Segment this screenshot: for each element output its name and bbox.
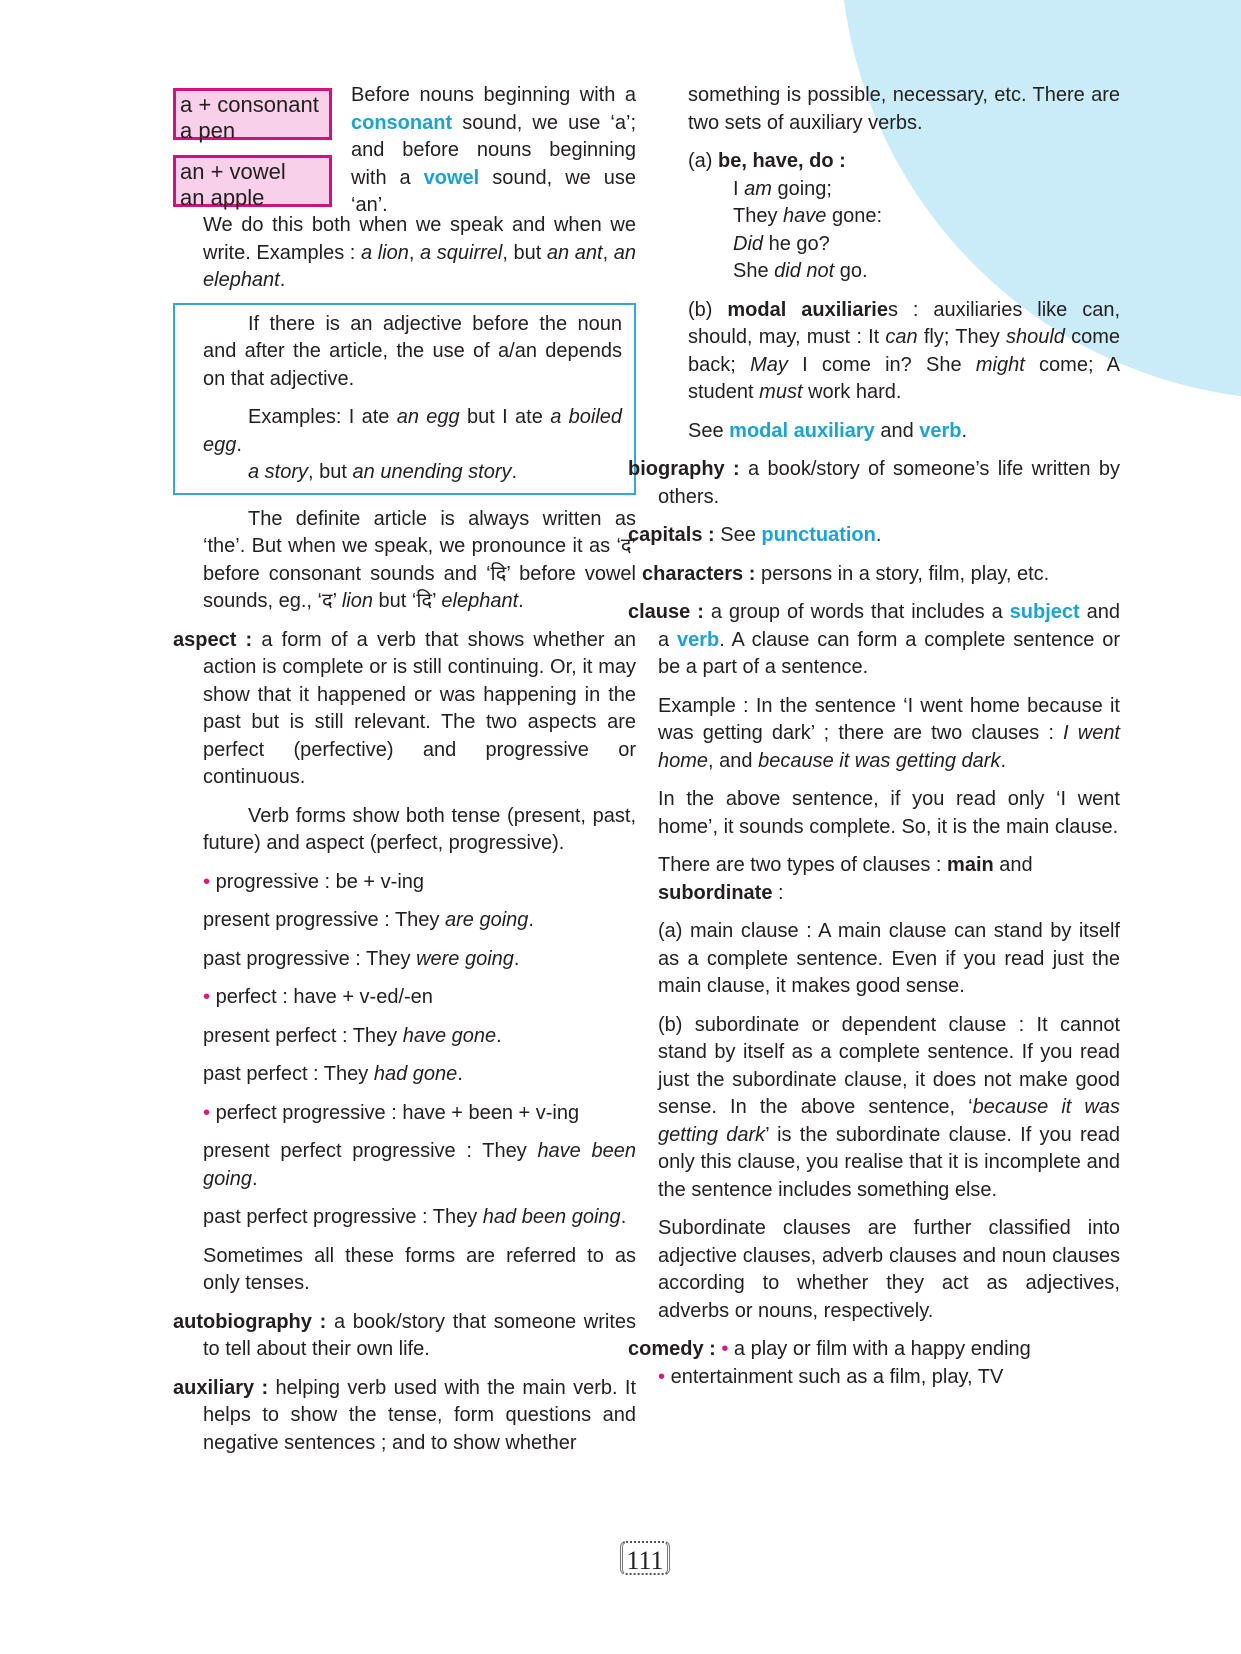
verb-link[interactable]: verb — [919, 419, 962, 442]
consonant-rule-box — [173, 88, 332, 143]
subordinate-classes: Subordinate clauses are further classified into adjective clauses, adverb clauses and noun clauses according to whether they act as adjectives, adverbs or nouns, respectively. — [658, 1217, 1120, 1322]
see-also: See modal auxiliary and verb. — [688, 419, 968, 442]
entry-term: characters : — [642, 562, 761, 585]
comedy-def-2: • entertainment such as a film, play, TV — [658, 1365, 1004, 1388]
entry-term: autobiography : — [173, 1310, 334, 1333]
punctuation-link[interactable]: punctuation — [761, 524, 876, 546]
aux-set-b: (b) modal auxiliaries : auxiliaries like can, should, may, must : It can fly; They should come back; May I come in? She might come; A student must work hard. — [688, 298, 1121, 403]
aspect-entry: aspect : a form of a verb that shows whether an action is complete or is still continuing. Or, it may show that it happened or was happening in the past but is still relevant. The two aspects are perfect (perfective) and progressive or continuous. — [173, 628, 636, 788]
entry-term: capitals : — [628, 524, 721, 546]
vowel-rule-box — [173, 155, 332, 210]
clause-entry: clause : a group of words that includes a subject and a verb. A clause can form a complete sentence or be a part of a sentence. — [628, 601, 1120, 678]
subordinate-clause-def: (b) subordinate or dependent clause : It cannot stand by itself as a complete sentence. If you read just the subordinate clause, it does not make good sense. In the above sentence, ‘because it was getting dark’ is the subordinate clause. If you read only this clause, you realise that it is incomplete and the sentence includes something else. — [658, 1013, 1121, 1201]
aux-set-a-examples — [658, 176, 1120, 286]
auxiliary-entry: auxiliary : helping verb used with the main verb. It helps to show the tense, form questions and negative sentences ; and to show whether — [173, 1376, 637, 1454]
clause-example: Example : In the sentence ‘I went home because it was getting dark’ ; there are two clauses : I went home, and because it was getting dark. — [658, 694, 1120, 772]
entry-term: auxiliary : — [173, 1376, 276, 1399]
right-column — [628, 82, 1121, 1391]
note-paragraph: If there is an adjective before the noun and after the article, the use of a/an depends on that adjective. — [203, 312, 622, 390]
box-line: a pen — [180, 118, 236, 143]
main-clause-note: In the above sentence, if you read only ‘I went home’, it sounds complete. So, it is the main clause. — [658, 788, 1120, 838]
clause-types: There are two types of clauses : main and subordinate : — [658, 854, 1033, 904]
comedy-entry: comedy : • a play or film with a happy ending — [628, 1338, 1031, 1360]
bullet-item: • perfect progressive : have + been + v-ing — [203, 1101, 580, 1124]
subject-link[interactable]: subject — [1009, 601, 1080, 623]
aux-example-line: Did he go? — [733, 232, 830, 255]
bullet-icon: • — [203, 870, 211, 893]
entry-term: comedy : — [628, 1338, 722, 1360]
aux-example-line: I am going; — [733, 177, 832, 200]
entry-term: clause : — [628, 601, 711, 623]
capitals-entry: capitals : See punctuation. — [628, 524, 882, 546]
main-clause-def: (a) main clause : A main clause can stand by itself as a complete sentence. Even if you read just the main clause, it makes good sense. — [658, 920, 1120, 997]
page-number: 111 — [620, 1541, 670, 1575]
definite-article-paragraph: The definite article is always written as ‘the’. But when we speak, we pronounce it as ‘द’ before consonant sounds and ‘दि’ before vowel sounds, eg., ‘द’ lion but ‘दि’ elephant. — [203, 507, 636, 612]
autobiography-entry: autobiography : a book/story that someone writes to tell about their own life. — [173, 1310, 636, 1360]
example-line: past perfect : They had gone. — [203, 1063, 463, 1085]
example-line: past perfect progressive : They had been going. — [203, 1206, 627, 1228]
bullet-item: • progressive : be + v-ing — [203, 870, 425, 893]
bullet-icon: • — [203, 1101, 211, 1124]
biography-entry: biography : a book/story of someone’s life written by others. — [628, 458, 1120, 508]
left-column — [173, 82, 636, 1457]
bullet-icon: • — [658, 1365, 666, 1388]
bullet-icon: • — [203, 986, 211, 1008]
auxiliary-continued: something is possible, necessary, etc. There are two sets of auxiliary verbs. — [688, 84, 1120, 134]
example-line: present progressive : They are going. — [203, 909, 534, 931]
aux-example-line: She did not go. — [733, 260, 868, 282]
verb-link[interactable]: verb — [676, 628, 720, 651]
bullet-icon: • — [721, 1338, 729, 1360]
box-line: an + vowel — [180, 159, 286, 184]
article-intro — [173, 82, 636, 216]
intro-paragraph: Before nouns beginning with a consonant sound, we use ‘a’; and before nouns beginning with a vowel sound, we use ‘an’. — [351, 84, 636, 216]
consonant-link[interactable]: consonant — [351, 111, 453, 134]
box-line: an apple — [180, 185, 265, 210]
vowel-link[interactable]: vowel — [423, 166, 480, 189]
adjective-note-box — [173, 303, 636, 495]
box-line: a + consonant — [180, 92, 319, 117]
example-line: past progressive : They were going. — [203, 947, 520, 970]
modal-auxiliary-link[interactable]: modal auxiliary — [729, 419, 875, 442]
speak-write-paragraph: We do this both when we speak and when we write. Examples : a lion, a squirrel, but an ant, an elephant. — [203, 214, 636, 291]
note-examples: Examples: I ate an egg but I ate a boiled egg. — [203, 406, 623, 456]
aspect-paragraph: Verb forms show both tense (present, past, future) and aspect (perfect, progressive). — [203, 804, 636, 854]
example-line: present perfect progressive : They have been going. — [203, 1140, 637, 1190]
tenses-note: Sometimes all these forms are referred to as only tenses. — [203, 1244, 636, 1294]
note-examples-2: a story, but an unending story. — [248, 461, 518, 483]
example-line: present perfect : They have gone. — [203, 1024, 502, 1047]
bullet-item: • perfect : have + v-ed/-en — [203, 986, 433, 1008]
aux-example-line: They have gone: — [733, 205, 883, 227]
entry-term: biography : — [628, 458, 748, 480]
entry-term: aspect : — [173, 628, 262, 651]
aux-set-a: (a) be, have, do : — [688, 150, 846, 172]
characters-entry: characters : persons in a story, film, play, etc. — [642, 562, 1050, 585]
